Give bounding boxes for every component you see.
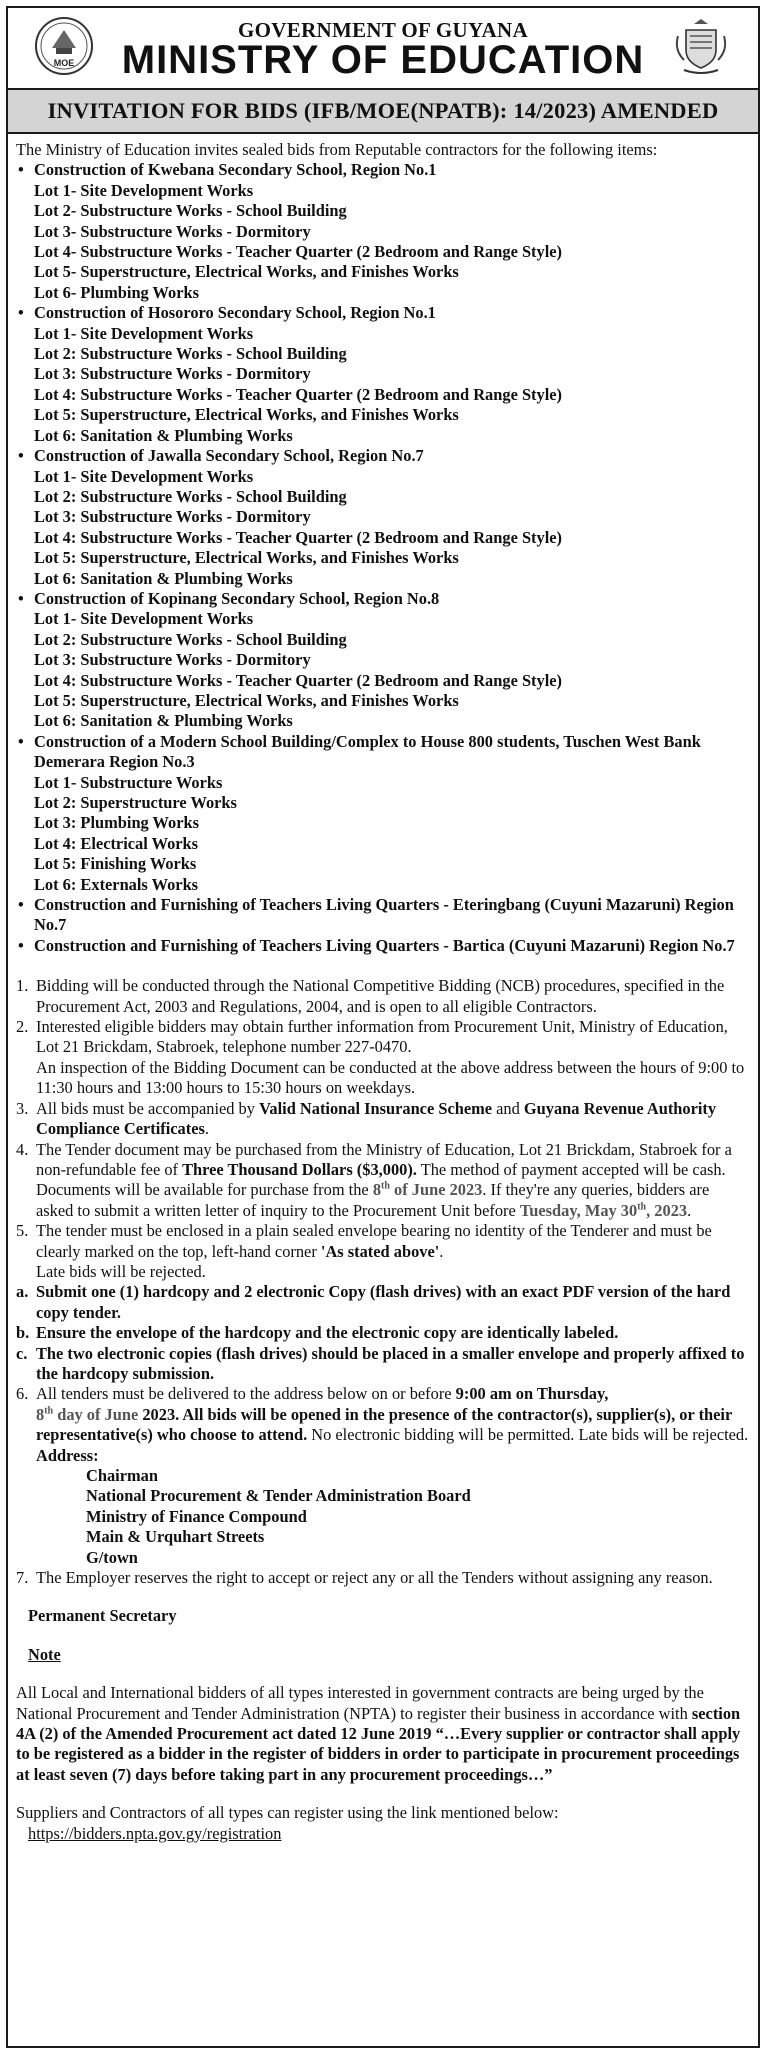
- tender-notice: [6, 6, 760, 2048]
- bullet-icon: •: [18, 446, 24, 466]
- signature: Permanent Secretary: [28, 1606, 177, 1626]
- lot-item: Lot 1- Site Development Works: [34, 609, 254, 629]
- lot-item: Lot 6- Plumbing Works: [34, 282, 200, 302]
- clause-bold: 2023. All bids will be opened in the presence of the contractor(s), supplier(s), or their representative(s) who choose to attend.: [36, 1404, 732, 1445]
- project-title: • Construction and Furnishing of Teachers Living Quarters - Eteringbang (Cuyuni Mazaruni) Region No.7: [18, 895, 734, 935]
- lot-item: Lot 2: Substructure Works - School Building: [34, 629, 347, 649]
- clause-text: The Employer reserves the right to accept or reject any or all the Tenders without assigning any reason.: [36, 1568, 713, 1588]
- clause-text: The two electronic copies (flash drives) should be placed in a smaller envelope and properly affixed to the hardcopy submission.: [36, 1343, 745, 1383]
- bullet-icon: •: [18, 731, 24, 751]
- lot-item: Lot 2: Superstructure Works: [34, 793, 237, 812]
- clause-bold: 'As stated above': [320, 1241, 440, 1261]
- intro-text: The Ministry of Education invites sealed bids from Reputable contractors for the following items:: [16, 140, 658, 159]
- note-body: All Local and International bidders of all types interested in government contracts are being urged by the National Procurement and Tender Administration (NPTA) to register their business in accordance with: [16, 1683, 704, 1723]
- clause-text: All tenders must be delivered to the address below on or before: [36, 1384, 456, 1404]
- address-block: [16, 1466, 750, 1568]
- clause-text: .: [687, 1200, 692, 1220]
- clause-text: .: [439, 1241, 444, 1261]
- clause-text: The tender must be enclosed in a plain sealed envelope bearing no identity of the Tenderer and must be clearly marked on the top, left-hand corner: [36, 1221, 712, 1261]
- lot-item: Lot 3: Plumbing Works: [34, 813, 200, 833]
- clause-text: Ensure the envelope of the hardcopy and the electronic copy are identically labeled.: [36, 1323, 619, 1343]
- clause-text: An inspection of the Bidding Document can be conducted at the above address between the hours of 9:00 to 11:30 hours and 13:00 hours to 15:30 hours on weekdays.: [36, 1057, 745, 1098]
- deadline-text: 9:00 am on Thursday,: [455, 1384, 609, 1404]
- clause-2: [16, 1017, 750, 1099]
- lot-item: Lot 5: Finishing Works: [34, 854, 197, 874]
- clause-1: [16, 976, 750, 1017]
- project-title: • Construction of a Modern School Building/Complex to House 800 students, Tuschen West Bank Demerara Region No.3: [18, 731, 701, 772]
- fee-amount: Three Thousand Dollars ($3,000).: [182, 1159, 417, 1179]
- clause-text: No electronic bidding will be permitted. Late bids will be rejected.: [307, 1425, 749, 1445]
- bullet-icon: •: [18, 935, 24, 955]
- clause-number: 7.: [16, 1568, 29, 1588]
- project-item: [16, 589, 750, 732]
- clause-text: .: [204, 1119, 209, 1139]
- project-item: [16, 160, 750, 303]
- lot-item: Lot 5: Superstructure, Electrical Works, and Finishes Works: [34, 548, 459, 568]
- date-text: Tuesday, May 30: [519, 1200, 638, 1220]
- clause-4: [16, 1140, 750, 1222]
- date-text: , 2023: [646, 1200, 688, 1220]
- date-suffix: th: [44, 1405, 54, 1417]
- lot-item: Lot 6: Sanitation & Plumbing Works: [34, 425, 293, 445]
- lot-item: Lot 3: Substructure Works - Dormitory: [34, 650, 311, 670]
- registration-text: Suppliers and Contractors of all types can register using the link mentioned below:: [16, 1803, 559, 1823]
- project-item: [16, 732, 750, 895]
- lot-item: Lot 1- Site Development Works: [34, 180, 254, 200]
- clause-a: [16, 1282, 750, 1323]
- note-quote: section 4A (2) of the Amended Procurement act dated 12 June 2019 “…Every supplier or contractor shall apply to be registered as a bidder in the register of bidders in order to participate in procurement proceedings at least seven (7) days before taking part in any procurement proceedings…”: [16, 1703, 741, 1784]
- project-title: • Construction of Kopinang Secondary School, Region No.8: [18, 588, 440, 608]
- lot-item: Lot 3: Substructure Works - Dormitory: [34, 507, 311, 527]
- project-item: [16, 303, 750, 446]
- clause-text: The method of payment accepted will be cash. Documents will be available for purchase from the: [36, 1159, 726, 1200]
- lot-item: Lot 2: Substructure Works - School Building: [34, 486, 347, 506]
- lot-item: Lot 6: Sanitation & Plumbing Works: [34, 568, 293, 588]
- address-line: Ministry of Finance Compound: [86, 1506, 307, 1526]
- lot-item: Lot 5: Superstructure, Electrical Works, and Finishes Works: [34, 405, 459, 425]
- lot-item: Lot 4: Substructure Works - Teacher Quarter (2 Bedroom and Range Style): [34, 670, 562, 690]
- note-text: [16, 1683, 750, 1785]
- clause-text: Late bids will be rejected.: [36, 1261, 206, 1281]
- clause-letter: a.: [16, 1282, 29, 1302]
- clause-text: Bidding will be conducted through the National Competitive Bidding (NCB) procedures, specified in the Procurement Act, 2003 and Regulations, 2004, and is open to all eligible Contractors.: [36, 976, 725, 1016]
- ministry-title: MINISTRY OF EDUCATION: [121, 38, 645, 82]
- ifb-title: INVITATION FOR BIDS (IFB/MOE(NPATB): 14/2023) AMENDED: [8, 90, 758, 134]
- clause-number: 3.: [16, 1098, 29, 1118]
- date-text: of June 2023: [389, 1180, 483, 1200]
- project-title: • Construction of Kwebana Secondary School, Region No.1: [18, 160, 437, 180]
- logo-text: MOE: [53, 58, 75, 68]
- clause-letter: b.: [16, 1323, 30, 1343]
- project-item: [16, 446, 750, 589]
- clause-number: 4.: [16, 1139, 29, 1159]
- lot-item: Lot 4: Electrical Works: [34, 833, 199, 853]
- clause-3: [16, 1099, 750, 1140]
- bullet-icon: •: [18, 588, 24, 608]
- clause-letter: c.: [16, 1343, 28, 1363]
- clause-number: 1.: [16, 976, 29, 996]
- lot-item: Lot 4- Substructure Works - Teacher Quarter (2 Bedroom and Range Style): [34, 242, 562, 262]
- clause-text: Interested eligible bidders may obtain further information from Procurement Unit, Ministry of Education, Lot 21 Brickdam, Stabroek, telephone number 227-0470.: [36, 1017, 728, 1057]
- clause-text: and: [492, 1098, 524, 1118]
- date-suffix: th: [637, 1201, 647, 1213]
- project-title: • Construction and Furnishing of Teachers Living Quarters - Bartica (Cuyuni Mazaruni) Region No.7: [18, 935, 735, 955]
- clause-6: [16, 1384, 750, 1445]
- clause-c: [16, 1344, 750, 1385]
- project-title: • Construction of Jawalla Secondary School, Region No.7: [18, 446, 424, 466]
- project-title: • Construction of Hosororo Secondary School, Region No.1: [18, 303, 436, 323]
- lot-item: Lot 5: Superstructure, Electrical Works, and Finishes Works: [34, 690, 459, 710]
- address-line: Chairman: [86, 1466, 158, 1485]
- lot-item: Lot 3- Substructure Works - Dormitory: [34, 221, 311, 241]
- clause-text: Submit one (1) hardcopy and 2 electronic Copy (flash drives) with an exact PDF version of the hard copy tender.: [36, 1282, 731, 1322]
- address-line: G/town: [86, 1547, 138, 1567]
- clause-b: [16, 1323, 750, 1343]
- clause-number: 6.: [16, 1384, 29, 1404]
- lot-item: Lot 2: Substructure Works - School Building: [34, 344, 347, 364]
- notice-body: [8, 134, 758, 1844]
- lot-item: Lot 6: Sanitation & Plumbing Works: [34, 711, 293, 731]
- address-label: Address:: [36, 1445, 99, 1465]
- lot-item: Lot 1- Site Development Works: [34, 323, 254, 343]
- clause-bold: Valid National Insurance Scheme: [259, 1098, 493, 1118]
- bullet-icon: •: [18, 303, 24, 323]
- date-text: 8: [372, 1180, 382, 1200]
- lot-item: Lot 2- Substructure Works - School Building: [34, 201, 347, 221]
- lot-item: Lot 6: Externals Works: [34, 874, 199, 894]
- project-item: [16, 895, 750, 936]
- coat-of-arms-icon: [670, 16, 732, 78]
- lot-item: Lot 1- Site Development Works: [34, 466, 254, 486]
- clause-7: [16, 1568, 750, 1588]
- note-title: Note: [28, 1644, 61, 1664]
- clause-number: 5.: [16, 1221, 29, 1241]
- date-text: 8: [36, 1404, 45, 1424]
- project-list: [16, 160, 750, 956]
- notice-header: [8, 8, 758, 90]
- clause-text: . If they're any queries, bidders are asked to submit a written letter of inquiry to the Procurement Unit before: [36, 1180, 710, 1220]
- project-item: [16, 936, 750, 956]
- clause-text: The Tender document may be purchased from the Ministry of Education, Lot 21 Brickdam, Stabroek for a non-refundable fee of: [36, 1139, 732, 1179]
- lot-item: Lot 4: Substructure Works - Teacher Quarter (2 Bedroom and Range Style): [34, 384, 562, 404]
- clause-text: All bids must be accompanied by: [36, 1098, 260, 1118]
- lot-item: Lot 3: Substructure Works - Dormitory: [34, 364, 311, 384]
- clause-number: 2.: [16, 1017, 29, 1037]
- registration-link[interactable]: https://bidders.npta.gov.gy/registration: [28, 1823, 282, 1843]
- lot-item: Lot 4: Substructure Works - Teacher Quarter (2 Bedroom and Range Style): [34, 527, 562, 547]
- address-line: National Procurement & Tender Administration Board: [86, 1486, 471, 1506]
- lot-item: Lot 5- Superstructure, Electrical Works, and Finishes Works: [34, 262, 459, 282]
- date-suffix: th: [381, 1180, 390, 1192]
- government-title: GOVERNMENT OF GUYANA: [238, 18, 528, 42]
- bullet-icon: •: [18, 160, 24, 180]
- clause-5: [16, 1221, 750, 1282]
- address-line: Main & Urquhart Streets: [86, 1527, 265, 1547]
- lot-item: Lot 1- Substructure Works: [34, 772, 223, 792]
- bullet-icon: •: [18, 895, 24, 915]
- clause-bold: Guyana Revenue Authority Compliance Certificates: [36, 1098, 717, 1139]
- date-text: day of June: [53, 1404, 139, 1424]
